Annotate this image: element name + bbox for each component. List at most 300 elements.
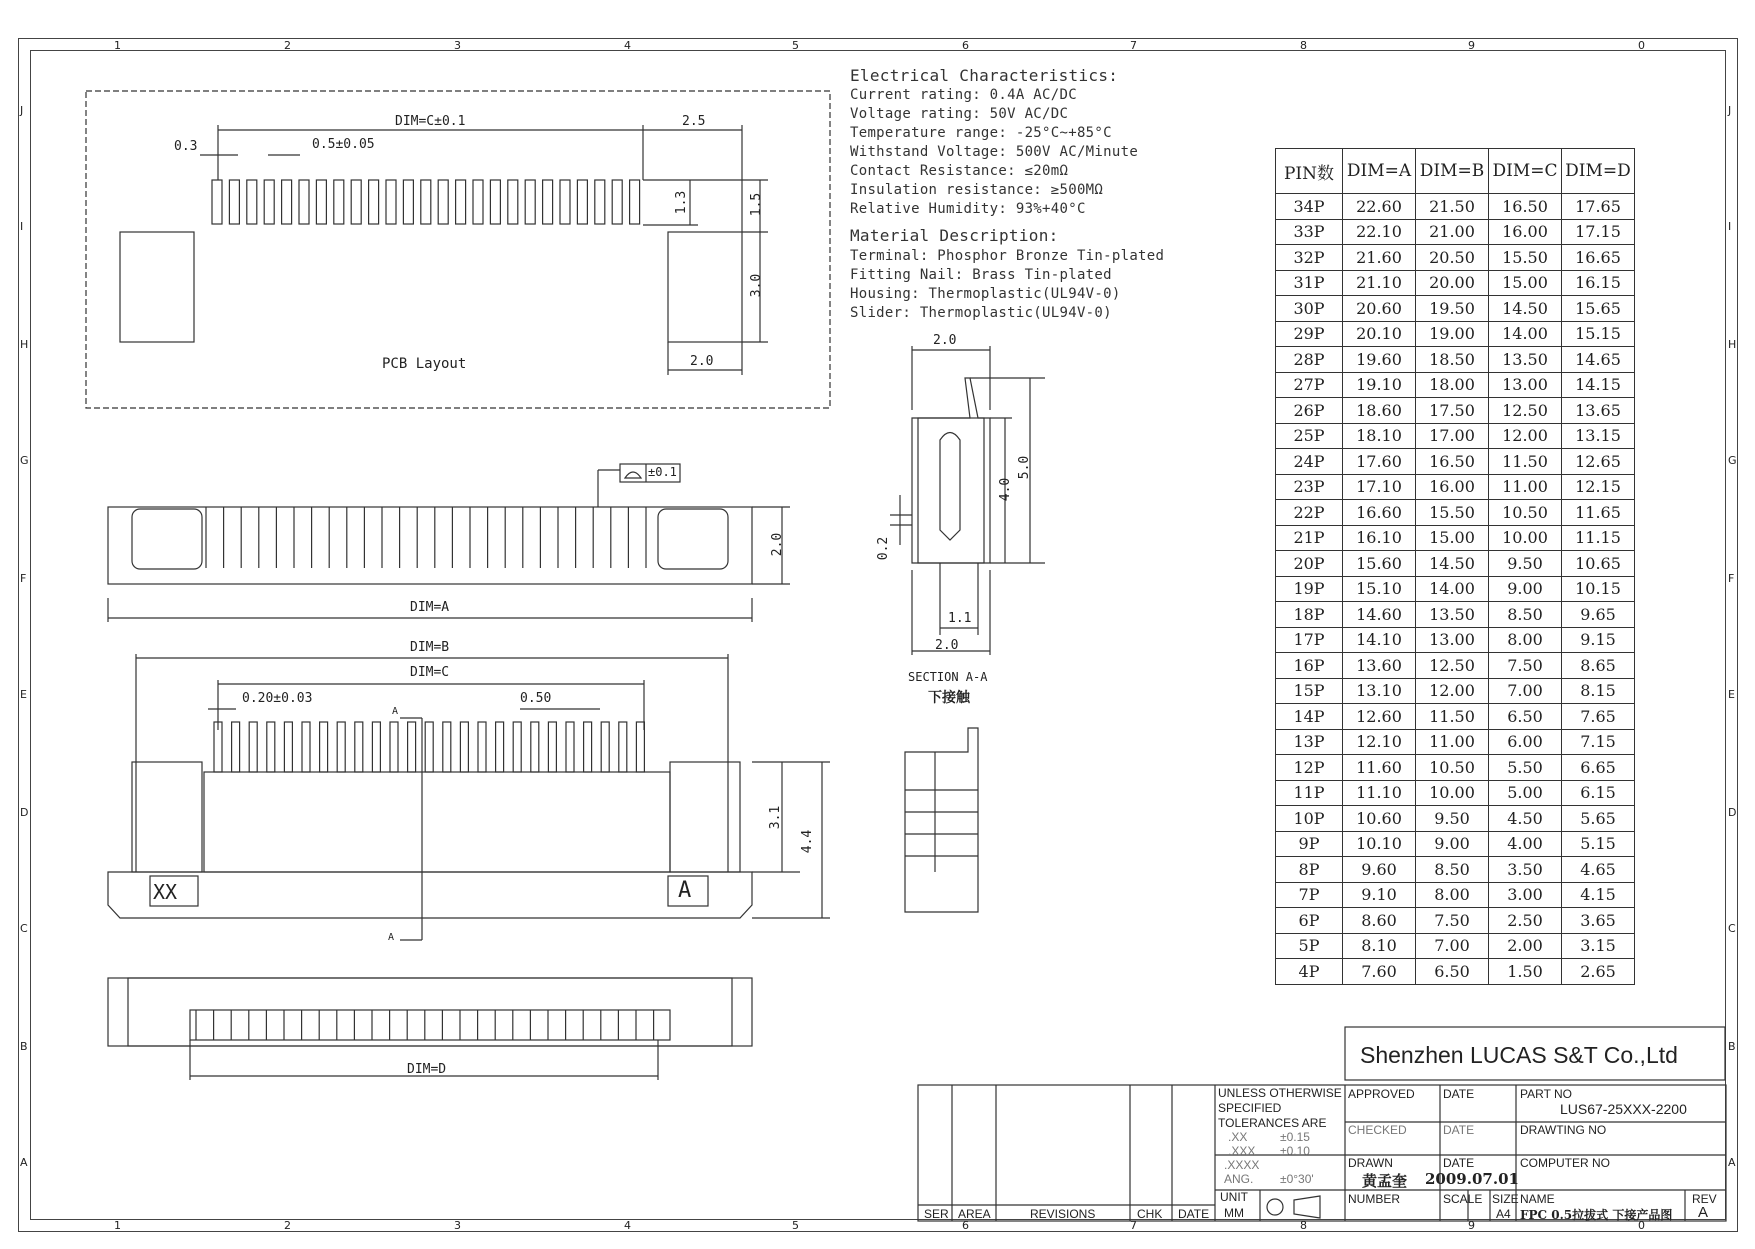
dim-value-cell: 5.15 [1562, 831, 1635, 857]
spec-line: Fitting Nail: Brass Tin-plated [850, 267, 1112, 283]
tb-label: NAME [1520, 1192, 1555, 1206]
table-row [1276, 933, 1635, 959]
pin-count-cell: 34P [1276, 194, 1343, 220]
dim-value-cell: 19.00 [1416, 321, 1489, 347]
dim-label: DIM=C±0.1 [395, 114, 466, 129]
tb-label: .XX [1228, 1130, 1248, 1144]
pin-count-cell: 14P [1276, 704, 1343, 730]
dim-value-cell: 14.15 [1562, 372, 1635, 398]
dim-label: DIM=A [410, 600, 450, 615]
dim-value-cell: 15.00 [1489, 270, 1562, 296]
dim-value-cell: 11.15 [1562, 525, 1635, 551]
dim-label: DIM=C [410, 665, 450, 680]
pcb-pad [473, 180, 483, 224]
front-mark-xx: XX [153, 880, 178, 904]
zone-label: 3 [454, 39, 461, 52]
pcb-pad [386, 180, 396, 224]
dim-value-cell: 13.60 [1343, 653, 1416, 679]
dim-value-cell: 12.50 [1416, 653, 1489, 679]
dim-value-cell: 7.00 [1489, 678, 1562, 704]
spec-line: Withstand Voltage: 500V AC/Minute [850, 144, 1139, 160]
dim-value-cell: 14.50 [1489, 296, 1562, 322]
dim-value-cell: 8.00 [1416, 882, 1489, 908]
spec-line: Temperature range: -25°C~+85°C [850, 125, 1112, 141]
dim-value-cell: 21.10 [1343, 270, 1416, 296]
dim-value-cell: 14.50 [1416, 551, 1489, 577]
dim-value-cell: 9.50 [1416, 806, 1489, 832]
zone-label: A [1728, 1156, 1736, 1169]
drawn-date: 2009.07.01 [1425, 1170, 1519, 1188]
dim-value-cell: 2.50 [1489, 908, 1562, 934]
table-row [1276, 474, 1635, 500]
spec-line: Slider: Thermoplastic(UL94V-0) [850, 305, 1112, 321]
pcb-pad [508, 180, 518, 224]
dim-label: 1.5 [749, 192, 765, 217]
bottom-body [108, 978, 752, 1046]
front-pin [425, 722, 433, 772]
dim-value-cell: 13.65 [1562, 398, 1635, 424]
pin-count-cell: 18P [1276, 602, 1343, 628]
pcb-pads [212, 180, 640, 224]
zone-label: 1 [114, 1219, 121, 1232]
zone-label: I [1728, 220, 1732, 233]
front-pin [566, 722, 574, 772]
pin-count-cell: 7P [1276, 882, 1343, 908]
dim-value-cell: 6.00 [1489, 729, 1562, 755]
dim-value-cell: 6.65 [1562, 755, 1635, 781]
table-row [1276, 500, 1635, 526]
zone-label: 9 [1468, 39, 1475, 52]
section-marker: A [388, 932, 395, 943]
dim-value-cell: 11.10 [1343, 780, 1416, 806]
spec-line: Contact Resistance: ≤20mΩ [850, 163, 1069, 179]
dim-value-cell: 3.00 [1489, 882, 1562, 908]
tb-value: ±0.10 [1280, 1144, 1310, 1158]
zone-label: 1 [114, 39, 121, 52]
section-contact [940, 433, 960, 541]
zone-label: E [1728, 688, 1735, 701]
dim-value-cell: 1.50 [1489, 959, 1562, 985]
material-title: Material Description: [850, 226, 1059, 245]
dim-value-cell: 7.50 [1489, 653, 1562, 679]
zone-label: F [1728, 572, 1735, 585]
pin-count-cell: 20P [1276, 551, 1343, 577]
dim-value-cell: 10.10 [1343, 831, 1416, 857]
dim-value-cell: 8.50 [1489, 602, 1562, 628]
dim-value-cell: 10.15 [1562, 576, 1635, 602]
dim-value-cell: 11.65 [1562, 500, 1635, 526]
dim-value-cell: 7.50 [1416, 908, 1489, 934]
front-pin [548, 722, 556, 772]
dim-value-cell: 10.00 [1489, 525, 1562, 551]
dim-value-cell: 15.00 [1416, 525, 1489, 551]
electrical-title: Electrical Characteristics: [850, 66, 1119, 85]
rev-col-header: DATE [1178, 1207, 1210, 1221]
zone-label: 9 [1468, 1219, 1475, 1232]
connector-top-latch-right [658, 509, 728, 569]
pin-count-cell: 9P [1276, 831, 1343, 857]
pcb-pad [543, 180, 553, 224]
tb-value: ±0°30' [1280, 1172, 1314, 1186]
dim-value-cell: 16.00 [1489, 219, 1562, 245]
table-row [1276, 959, 1635, 985]
front-pin [337, 722, 345, 772]
dim-value-cell: 5.50 [1489, 755, 1562, 781]
front-pin [355, 722, 363, 772]
section-inner [918, 418, 984, 563]
dim-value-cell: 11.60 [1343, 755, 1416, 781]
table-row [1276, 347, 1635, 373]
pcb-pad [247, 180, 257, 224]
table-row [1276, 296, 1635, 322]
front-pin [302, 722, 310, 772]
dim-label: 1.1 [948, 611, 972, 626]
dim-value-cell: 16.65 [1562, 245, 1635, 271]
tb-label: DATE [1443, 1123, 1475, 1137]
pcb-pad [229, 180, 239, 224]
pin-count-cell: 8P [1276, 857, 1343, 883]
front-pin [390, 722, 398, 772]
zone-label: I [20, 220, 24, 233]
pin-count-cell: 4P [1276, 959, 1343, 985]
spec-line: Terminal: Phosphor Bronze Tin-plated [850, 248, 1165, 264]
pin-count-cell: 26P [1276, 398, 1343, 424]
zone-label: 8 [1300, 39, 1307, 52]
dimension-table-body [1276, 194, 1635, 985]
zone-label: 6 [962, 1219, 969, 1232]
dim-value-cell: 14.10 [1343, 627, 1416, 653]
dim-value-cell: 16.50 [1489, 194, 1562, 220]
pcb-pad [316, 180, 326, 224]
rev-value: A [1698, 1204, 1709, 1221]
dim-value-cell: 20.60 [1343, 296, 1416, 322]
pcb-pad [264, 180, 274, 224]
table-row [1276, 245, 1635, 271]
dim-value-cell: 8.15 [1562, 678, 1635, 704]
section-outline [912, 378, 990, 563]
pin-count-cell: 30P [1276, 296, 1343, 322]
pin-count-cell: 11P [1276, 780, 1343, 806]
dim-value-cell: 3.50 [1489, 857, 1562, 883]
tb-label: NUMBER [1348, 1192, 1401, 1206]
table-row [1276, 423, 1635, 449]
front-pin [478, 722, 486, 772]
pcb-pad [438, 180, 448, 224]
dim-value-cell: 4.00 [1489, 831, 1562, 857]
pcb-pad [403, 180, 413, 224]
dim-value-cell: 17.15 [1562, 219, 1635, 245]
front-pin [249, 722, 257, 772]
tb-value: A4 [1496, 1207, 1511, 1221]
tb-label: SIZE [1492, 1192, 1519, 1206]
dim-label: 0.2 [876, 536, 892, 561]
dim-value-cell: 9.50 [1489, 551, 1562, 577]
zone-label: B [1728, 1040, 1736, 1053]
pin-count-cell: 27P [1276, 372, 1343, 398]
zone-label: H [1728, 338, 1737, 351]
flatness-value: ±0.1 [648, 465, 677, 479]
pin-count-cell: 22P [1276, 500, 1343, 526]
dim-label: 2.5 [682, 114, 706, 129]
dim-label: 1.3 [674, 190, 690, 215]
dim-value-cell: 15.50 [1416, 500, 1489, 526]
dim-value-cell: 17.65 [1562, 194, 1635, 220]
part-number: LUS67-25XXX-2200 [1560, 1101, 1687, 1117]
dimension-table [1275, 148, 1635, 985]
dim-value-cell: 19.60 [1343, 347, 1416, 373]
dim-label: 0.3 [174, 139, 198, 154]
dim-label: 4.0 [998, 477, 1014, 502]
dim-label: DIM=D [407, 1062, 447, 1077]
connector-front-pins [214, 722, 644, 772]
dim-value-cell: 22.10 [1343, 219, 1416, 245]
connector-top-latch-left [132, 509, 202, 569]
pin-count-cell: 17P [1276, 627, 1343, 653]
dim-value-cell: 11.00 [1416, 729, 1489, 755]
table-row [1276, 576, 1635, 602]
pin-count-cell: 10P [1276, 806, 1343, 832]
pin-count-cell: 25P [1276, 423, 1343, 449]
zone-label: 2 [284, 39, 291, 52]
dim-value-cell: 15.65 [1562, 296, 1635, 322]
front-pin [232, 722, 240, 772]
tb-label: SCALE [1443, 1192, 1483, 1206]
pcb-pad [334, 180, 344, 224]
zone-label: G [1728, 454, 1737, 467]
dim-label: 0.50 [520, 691, 552, 706]
drawn-by: 黄孟奎 [1362, 1172, 1408, 1190]
table-row [1276, 321, 1635, 347]
table-row [1276, 755, 1635, 781]
dim-value-cell: 16.50 [1416, 449, 1489, 475]
pin-count-cell: 23P [1276, 474, 1343, 500]
connector-top-ribs [206, 507, 646, 568]
pcb-pad [369, 180, 379, 224]
zone-label: A [20, 1156, 28, 1169]
projection-circle-icon [1267, 1199, 1283, 1215]
table-row [1276, 653, 1635, 679]
dim-value-cell: 5.00 [1489, 780, 1562, 806]
dim-value-cell: 8.50 [1416, 857, 1489, 883]
section-marker: A [392, 706, 399, 717]
rev-col-header: REVISIONS [1030, 1207, 1096, 1221]
pin-count-cell: 31P [1276, 270, 1343, 296]
front-base [108, 872, 752, 918]
tb-label: .XXXX [1224, 1158, 1260, 1172]
dim-value-cell: 10.00 [1416, 780, 1489, 806]
front-latch-right [670, 762, 740, 872]
tb-value: ±0.15 [1280, 1130, 1310, 1144]
dim-value-cell: 18.00 [1416, 372, 1489, 398]
zone-label: J [1728, 104, 1732, 117]
table-row [1276, 270, 1635, 296]
front-pin [584, 722, 592, 772]
spec-line: Relative Humidity: 93%+40°C [850, 201, 1086, 217]
table-row [1276, 627, 1635, 653]
front-latch-left [132, 762, 202, 872]
section-label: SECTION A-A [908, 670, 988, 684]
pcb-pad [577, 180, 587, 224]
dim-label: 2.0 [690, 354, 714, 369]
dim-value-cell: 4.15 [1562, 882, 1635, 908]
dim-value-cell: 9.60 [1343, 857, 1416, 883]
dim-value-cell: 16.00 [1416, 474, 1489, 500]
zone-label: 3 [454, 1219, 461, 1232]
company-name: Shenzhen LUCAS S&T Co.,Ltd [1360, 1042, 1678, 1068]
dim-value-cell: 14.60 [1343, 602, 1416, 628]
dim-value-cell: 21.00 [1416, 219, 1489, 245]
drawing-name: FPC 0.5拉拔式 下接产品图 [1520, 1208, 1673, 1222]
dim-value-cell: 17.50 [1416, 398, 1489, 424]
dim-value-cell: 18.10 [1343, 423, 1416, 449]
dim-value-cell: 11.50 [1489, 449, 1562, 475]
zone-label: 0 [1638, 1219, 1645, 1232]
dim-value-cell: 9.15 [1562, 627, 1635, 653]
dim-label: 0.20±0.03 [242, 691, 313, 706]
table-row [1276, 678, 1635, 704]
tb-label: ANG. [1224, 1172, 1254, 1186]
zone-label: D [20, 806, 29, 819]
dim-value-cell: 12.00 [1489, 423, 1562, 449]
zone-label: C [20, 922, 28, 935]
zone-label: G [20, 454, 29, 467]
spec-line: Voltage rating: 50V AC/DC [850, 106, 1069, 122]
dim-value-cell: 13.50 [1489, 347, 1562, 373]
dim-value-cell: 15.50 [1489, 245, 1562, 271]
tb-label: DATE [1443, 1156, 1475, 1170]
dim-label: 3.0 [749, 273, 765, 298]
zone-label: H [20, 338, 29, 351]
dim-value-cell: 12.60 [1343, 704, 1416, 730]
front-pin [496, 722, 504, 772]
dim-value-cell: 2.00 [1489, 933, 1562, 959]
pin-count-cell: 5P [1276, 933, 1343, 959]
zone-label: 7 [1130, 39, 1137, 52]
zone-label: 7 [1130, 1219, 1137, 1232]
pcb-pad [351, 180, 361, 224]
table-row [1276, 831, 1635, 857]
pcb-pad [560, 180, 570, 224]
dim-value-cell: 21.60 [1343, 245, 1416, 271]
table-header: DIM=B [1416, 149, 1489, 194]
tb-label: COMPUTER NO [1520, 1156, 1610, 1170]
pin-count-cell: 21P [1276, 525, 1343, 551]
table-header-row [1276, 149, 1635, 194]
dim-value-cell: 5.65 [1562, 806, 1635, 832]
spec-line: Current rating: 0.4A AC/DC [850, 87, 1077, 103]
table-header: DIM=C [1489, 149, 1562, 194]
pcb-layout-label: PCB Layout [382, 356, 467, 372]
dim-value-cell: 4.50 [1489, 806, 1562, 832]
dim-value-cell: 4.65 [1562, 857, 1635, 883]
dim-value-cell: 15.60 [1343, 551, 1416, 577]
front-pin [267, 722, 275, 772]
tb-label: DATE [1443, 1087, 1475, 1101]
table-row [1276, 780, 1635, 806]
dim-label: 2.0 [770, 532, 786, 557]
dim-value-cell: 10.60 [1343, 806, 1416, 832]
zone-label: E [20, 688, 27, 701]
zone-label: B [20, 1040, 28, 1053]
pin-count-cell: 32P [1276, 245, 1343, 271]
dim-value-cell: 16.10 [1343, 525, 1416, 551]
bottom-body-inner [128, 978, 732, 1046]
front-pin [636, 722, 644, 772]
dim-label: 2.0 [935, 638, 959, 653]
table-row [1276, 219, 1635, 245]
pcb-pad [595, 180, 605, 224]
table-row [1276, 857, 1635, 883]
pin-count-cell: 16P [1276, 653, 1343, 679]
dim-value-cell: 14.00 [1416, 576, 1489, 602]
pcb-pad [456, 180, 466, 224]
table-header: DIM=A [1343, 149, 1416, 194]
tb-label: CHECKED [1348, 1123, 1407, 1137]
pin-count-cell: 28P [1276, 347, 1343, 373]
front-pin [372, 722, 380, 772]
tb-label: SPECIFIED [1218, 1101, 1282, 1115]
zone-label: F [20, 572, 27, 585]
dim-value-cell: 9.00 [1489, 576, 1562, 602]
dim-value-cell: 13.15 [1562, 423, 1635, 449]
pin-count-cell: 33P [1276, 219, 1343, 245]
dim-value-cell: 6.15 [1562, 780, 1635, 806]
table-row [1276, 525, 1635, 551]
zone-label: 5 [792, 39, 799, 52]
table-row [1276, 704, 1635, 730]
front-pin [284, 722, 292, 772]
zone-label: D [1728, 806, 1737, 819]
dim-label: 5.0 [1017, 455, 1033, 480]
dim-value-cell: 7.00 [1416, 933, 1489, 959]
zone-label: 6 [962, 39, 969, 52]
tb-label: PART NO [1520, 1087, 1573, 1101]
dim-value-cell: 12.50 [1489, 398, 1562, 424]
dim-value-cell: 19.10 [1343, 372, 1416, 398]
rev-col-header: SER [924, 1207, 949, 1221]
tb-label: DRAWTING NO [1520, 1123, 1607, 1137]
dim-value-cell: 22.60 [1343, 194, 1416, 220]
pin-count-cell: 15P [1276, 678, 1343, 704]
pin-count-cell: 6P [1276, 908, 1343, 934]
dim-value-cell: 9.65 [1562, 602, 1635, 628]
flatness-icon [625, 472, 641, 478]
dim-value-cell: 20.10 [1343, 321, 1416, 347]
table-row [1276, 372, 1635, 398]
tb-label: .XXX [1228, 1144, 1256, 1158]
dim-value-cell: 10.50 [1416, 755, 1489, 781]
pcb-pad [630, 180, 640, 224]
dim-value-cell: 6.50 [1489, 704, 1562, 730]
dim-label: DIM=B [410, 640, 450, 655]
dim-value-cell: 13.50 [1416, 602, 1489, 628]
tb-label: UNIT [1220, 1190, 1248, 1204]
table-header: PIN数 [1276, 149, 1343, 194]
dim-value-cell: 12.00 [1416, 678, 1489, 704]
rev-col-header: AREA [958, 1207, 991, 1221]
dim-value-cell: 20.00 [1416, 270, 1489, 296]
dim-value-cell: 16.15 [1562, 270, 1635, 296]
dim-value-cell: 16.60 [1343, 500, 1416, 526]
dim-value-cell: 12.15 [1562, 474, 1635, 500]
pcb-pad [612, 180, 622, 224]
front-pin [619, 722, 627, 772]
dim-value-cell: 19.50 [1416, 296, 1489, 322]
front-housing [204, 772, 670, 872]
pcb-pad [282, 180, 292, 224]
dim-value-cell: 13.10 [1343, 678, 1416, 704]
tb-label: DRAWN [1348, 1156, 1393, 1170]
